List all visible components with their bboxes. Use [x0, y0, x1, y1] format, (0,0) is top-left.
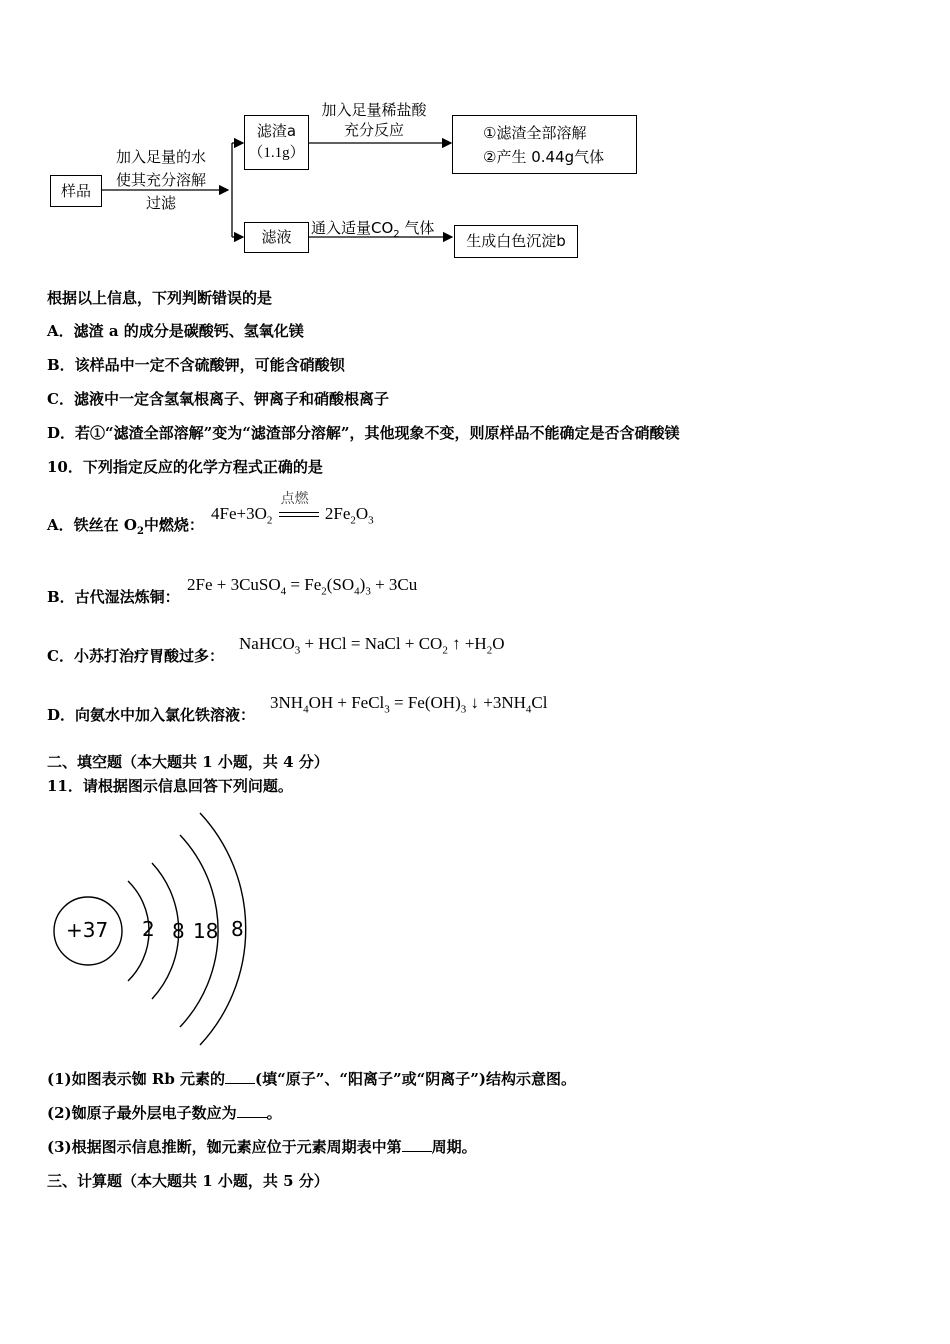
- step1-line3: 过滤: [145, 194, 176, 212]
- q11-stem: 11．请根据图示信息回答下列问题。: [47, 777, 293, 795]
- answer-blank-2[interactable]: [237, 1105, 267, 1118]
- result1-line1: ①滤渣全部溶解: [483, 124, 587, 142]
- step2-line2: 充分反应: [343, 121, 404, 139]
- step1-line2: 使其充分溶解: [115, 171, 206, 189]
- q10-option-b-equation: 2Fe + 3CuSO$_4$ = $Fe_2(SO_4)_3 + 3Cu$: [187, 575, 418, 598]
- answer-blank-3[interactable]: [402, 1139, 432, 1152]
- shell-electrons-1: 2: [142, 917, 155, 941]
- q10-option-a-label: A．铁丝在 $O_2$中燃烧：: [47, 516, 204, 537]
- section3-heading: 三、计算题（本大题共 1 小题，共 5 分）: [47, 1172, 329, 1190]
- sample-label: 样品: [60, 182, 91, 200]
- q10-option-d-label: D．向氨水中加入氯化铁溶液：: [47, 706, 256, 724]
- filtrate-label: 滤液: [261, 228, 292, 246]
- double-line-icon: [279, 512, 319, 517]
- q9-option-b: B．该样品中一定不含硫酸钾，可能含硝酸钡: [47, 356, 345, 374]
- flowchart: [0, 0, 950, 270]
- q9-stem: 根据以上信息，下列判断错误的是: [47, 289, 273, 307]
- shell-electrons-2: 8: [172, 919, 185, 943]
- step3-label: [311, 217, 434, 240]
- q11-part1: (1)如图表示铷 Rb 元素的 (填“原子”、“阳离子”或“阴离子”)结构示意图。: [47, 1070, 576, 1088]
- result1-box: [452, 115, 637, 174]
- q10-option-b-label: B．古代湿法炼铜：: [47, 588, 180, 606]
- residue-label: 滤渣a: [256, 122, 297, 140]
- reaction-condition: [279, 491, 319, 522]
- q9-option-c: C．滤液中一定含氢氧根离子、钾离子和硝酸根离子: [47, 390, 389, 408]
- q9-option-a: A．滤渣 a 的成分是碳酸钙、氢氧化镁: [47, 322, 304, 340]
- q10-stem: 10．下列指定反应的化学方程式正确的是: [47, 458, 323, 476]
- q10-option-a-equation: $4Fe+3O_2$ 点燃 $2Fe_2O_3$: [211, 504, 374, 526]
- step3-suffix: 气体: [399, 219, 435, 237]
- step1-label: [103, 146, 219, 215]
- residue-mass: （1.1g）: [248, 145, 305, 161]
- nucleus-charge: +37: [66, 918, 109, 942]
- step2-label: [308, 100, 440, 140]
- result1-line2: ②产生 0.44g气体: [483, 148, 605, 166]
- section2-heading: 二、填空题（本大题共 1 小题，共 4 分）: [47, 753, 329, 771]
- sample-box: [50, 175, 102, 207]
- answer-blank-1[interactable]: [225, 1071, 255, 1084]
- result2-box: [454, 225, 578, 258]
- shell-electrons-3: 18: [193, 919, 219, 943]
- q9-option-d: D．若①“滤渣全部溶解”变为“滤渣部分溶解”，其他现象不变，则原样品不能确定是否含硝酸镁: [47, 424, 680, 442]
- q10-option-c-label: C．小苏打治疗胃酸过多：: [47, 647, 224, 665]
- step1-line1: 加入足量的水: [115, 148, 206, 166]
- q10-option-d-equation: $3NH_4OH$ + FeCl$_3$ = $Fe(OH)_3$ ↓ $+3NH_4Cl$: [270, 693, 548, 716]
- q11-part3: (3)根据图示信息推断，铷元素应位于元素周期表中第 周期。: [47, 1138, 477, 1156]
- result2-label: 生成白色沉淀b: [466, 232, 566, 250]
- condition-text: 点燃: [280, 491, 309, 508]
- filtrate-box: [244, 222, 309, 253]
- step3-prefix: 通入适量CO: [311, 219, 394, 237]
- shell-electrons-4: 8: [231, 917, 244, 941]
- step2-line1: 加入足量稀盐酸: [321, 101, 427, 119]
- q10-option-c-equation: NaHCO$_3$ + HCl = NaCl + $CO_2$ ↑ $+H_2O$: [239, 634, 505, 657]
- step3-sub: 2: [393, 229, 400, 240]
- q11-part2: (2)铷原子最外层电子数应为 。: [47, 1104, 282, 1122]
- residue-box: [244, 115, 309, 170]
- atom-structure-diagram: [0, 805, 300, 1055]
